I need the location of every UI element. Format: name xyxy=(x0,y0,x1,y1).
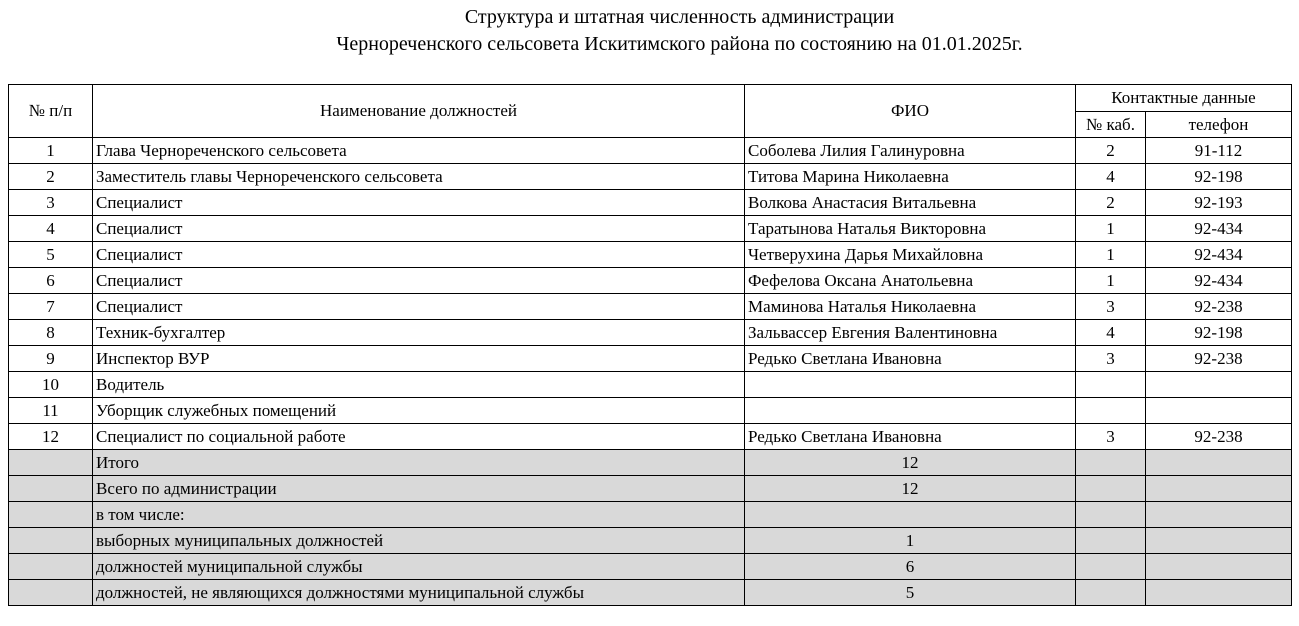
row-position: Специалист xyxy=(93,216,745,242)
row-num: 2 xyxy=(9,164,93,190)
summary-value xyxy=(745,502,1076,528)
table-row xyxy=(9,164,1292,190)
row-num: 7 xyxy=(9,294,93,320)
summary-empty xyxy=(1146,528,1292,554)
summary-empty xyxy=(1076,554,1146,580)
row-position: Уборщик служебных помещений xyxy=(93,398,745,424)
table-row xyxy=(9,398,1292,424)
row-phone: 92-198 xyxy=(1146,164,1292,190)
summary-row xyxy=(9,502,1292,528)
summary-label: должностей, не являющихся должностями муниципальной службы xyxy=(93,580,745,606)
header-contacts: Контактные данные xyxy=(1076,85,1292,112)
summary-empty xyxy=(1076,476,1146,502)
summary-empty xyxy=(1146,502,1292,528)
row-phone: 92-238 xyxy=(1146,346,1292,372)
row-position: Техник-бухгалтер xyxy=(93,320,745,346)
header-num: № п/п xyxy=(9,85,93,138)
row-room: 2 xyxy=(1076,138,1146,164)
summary-row xyxy=(9,580,1292,606)
row-fio: Четверухина Дарья Михайловна xyxy=(745,242,1076,268)
summary-empty xyxy=(1146,476,1292,502)
row-fio: Соболева Лилия Галинуровна xyxy=(745,138,1076,164)
summary-value: 6 xyxy=(745,554,1076,580)
row-phone: 92-193 xyxy=(1146,190,1292,216)
summary-empty xyxy=(9,476,93,502)
table-row xyxy=(9,268,1292,294)
staff-table xyxy=(8,84,1292,606)
row-room: 4 xyxy=(1076,320,1146,346)
row-fio xyxy=(745,398,1076,424)
summary-empty xyxy=(1146,450,1292,476)
row-room: 3 xyxy=(1076,294,1146,320)
row-position: Специалист xyxy=(93,190,745,216)
row-fio: Редько Светлана Ивановна xyxy=(745,346,1076,372)
row-room: 1 xyxy=(1076,268,1146,294)
row-phone: 92-238 xyxy=(1146,294,1292,320)
table-row xyxy=(9,294,1292,320)
header-phone: телефон xyxy=(1146,112,1292,138)
summary-label: Всего по администрации xyxy=(93,476,745,502)
row-room xyxy=(1076,372,1146,398)
row-room: 1 xyxy=(1076,242,1146,268)
row-fio: Редько Светлана Ивановна xyxy=(745,424,1076,450)
row-room: 1 xyxy=(1076,216,1146,242)
row-position: Специалист xyxy=(93,242,745,268)
summary-empty xyxy=(1146,554,1292,580)
header-position: Наименование должностей xyxy=(93,85,745,138)
summary-value: 5 xyxy=(745,580,1076,606)
row-room: 4 xyxy=(1076,164,1146,190)
summary-empty xyxy=(1076,528,1146,554)
row-fio: Зальвассер Евгения Валентиновна xyxy=(745,320,1076,346)
table-row xyxy=(9,242,1292,268)
summary-empty xyxy=(9,502,93,528)
row-position: Глава Чернореченского сельсовета xyxy=(93,138,745,164)
row-num: 12 xyxy=(9,424,93,450)
header-fio: ФИО xyxy=(745,85,1076,138)
row-fio: Волкова Анастасия Витальевна xyxy=(745,190,1076,216)
summary-row xyxy=(9,554,1292,580)
row-position: Водитель xyxy=(93,372,745,398)
summary-row xyxy=(9,528,1292,554)
table-row xyxy=(9,216,1292,242)
summary-empty xyxy=(9,528,93,554)
row-num: 8 xyxy=(9,320,93,346)
table-row xyxy=(9,190,1292,216)
row-num: 1 xyxy=(9,138,93,164)
row-phone: 92-434 xyxy=(1146,242,1292,268)
row-fio: Фефелова Оксана Анатольевна xyxy=(745,268,1076,294)
row-num: 10 xyxy=(9,372,93,398)
table-row xyxy=(9,138,1292,164)
row-num: 11 xyxy=(9,398,93,424)
row-fio: Таратынова Наталья Викторовна xyxy=(745,216,1076,242)
row-fio: Титова Марина Николаевна xyxy=(745,164,1076,190)
summary-row xyxy=(9,450,1292,476)
row-room xyxy=(1076,398,1146,424)
row-num: 4 xyxy=(9,216,93,242)
row-phone: 92-198 xyxy=(1146,320,1292,346)
table-row xyxy=(9,372,1292,398)
row-num: 5 xyxy=(9,242,93,268)
row-position: Специалист xyxy=(93,268,745,294)
summary-label: должностей муниципальной службы xyxy=(93,554,745,580)
row-position: Специалист по социальной работе xyxy=(93,424,745,450)
summary-empty xyxy=(1146,580,1292,606)
summary-empty xyxy=(9,450,93,476)
summary-label: выборных муниципальных должностей xyxy=(93,528,745,554)
row-room: 2 xyxy=(1076,190,1146,216)
row-phone xyxy=(1146,398,1292,424)
summary-value: 12 xyxy=(745,476,1076,502)
row-phone: 92-434 xyxy=(1146,268,1292,294)
row-num: 9 xyxy=(9,346,93,372)
row-position: Инспектор ВУР xyxy=(93,346,745,372)
table-row xyxy=(9,320,1292,346)
header-room: № каб. xyxy=(1076,112,1146,138)
summary-empty xyxy=(9,554,93,580)
document-title-line2: Чернореченского сельсовета Искитимского района по состоянию на 01.01.2025г. xyxy=(336,33,1023,55)
summary-label: в том числе: xyxy=(93,502,745,528)
row-phone: 92-434 xyxy=(1146,216,1292,242)
row-fio: Маминова Наталья Николаевна xyxy=(745,294,1076,320)
summary-empty xyxy=(1076,450,1146,476)
summary-value: 12 xyxy=(745,450,1076,476)
document-title-line1: Структура и штатная численность администрации xyxy=(464,6,895,28)
row-phone xyxy=(1146,372,1292,398)
row-room: 3 xyxy=(1076,346,1146,372)
summary-empty xyxy=(1076,580,1146,606)
summary-label: Итого xyxy=(93,450,745,476)
table-row xyxy=(9,424,1292,450)
summary-row xyxy=(9,476,1292,502)
row-position: Заместитель главы Чернореченского сельсовета xyxy=(93,164,745,190)
row-phone: 91-112 xyxy=(1146,138,1292,164)
row-room: 3 xyxy=(1076,424,1146,450)
row-num: 3 xyxy=(9,190,93,216)
row-position: Специалист xyxy=(93,294,745,320)
summary-value: 1 xyxy=(745,528,1076,554)
row-num: 6 xyxy=(9,268,93,294)
summary-empty xyxy=(1076,502,1146,528)
table-row xyxy=(9,346,1292,372)
row-phone: 92-238 xyxy=(1146,424,1292,450)
row-fio xyxy=(745,372,1076,398)
summary-empty xyxy=(9,580,93,606)
